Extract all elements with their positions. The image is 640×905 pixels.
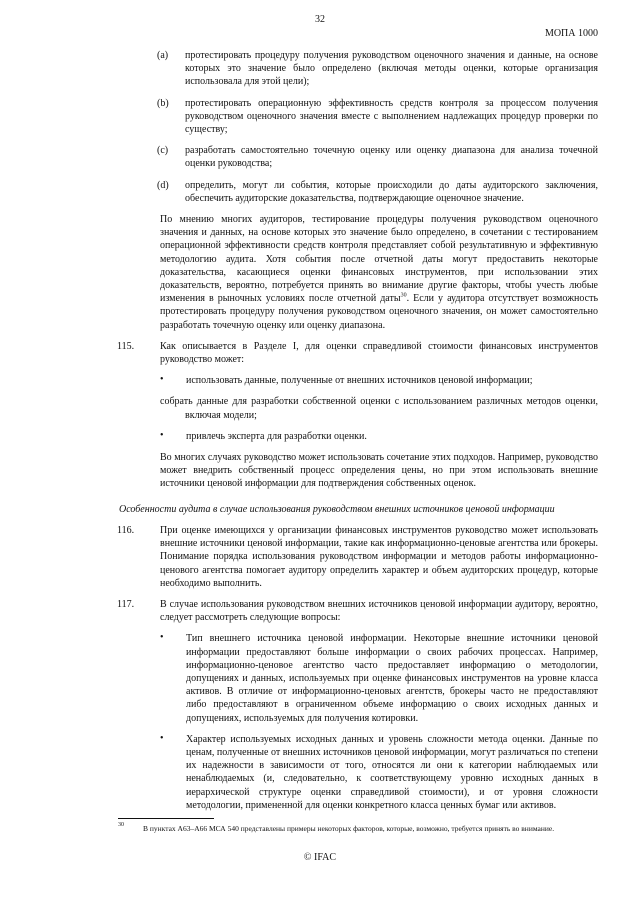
paragraph-115: [0, 340, 640, 366]
footnote-text: В пунктах A63–A66 МСА 540 представлены примеры некоторых факторов, которые, возможно, требуется принять во внимание.: [143, 824, 555, 833]
bullet-item: [0, 733, 640, 812]
page-number: 32: [315, 14, 325, 25]
bullet-text: Тип внешнего источника ценовой информации. Некоторые внешние источники ценовой информации предоставляют больше информации о своих рабочих процессах. Например, информационно-ценовое агентство часто предоставляет информацию о методологии, допущениях и данных, используемых при оценке финансовых инструментов на уровне класса активов. В отличие от информационно-ценовых агентств, брокеры часто не предоставляют либо предоставляют в ограниченном объеме информацию о своих исходных данных и допущениях, используемых для получения котировки.: [186, 633, 598, 724]
list-label: (a): [157, 50, 169, 61]
bullet-icon: •: [160, 374, 164, 386]
paragraph-number: 116.: [117, 524, 135, 536]
bullet-text: Характер используемых исходных данных и уровень сложности метода оценки. Данные по ценам, полученные от внешних источников ценовой информации, могут различаться по степени их надежности в зависимости от того, относятся ли они к категории наблюдаемых или ненаблюдаемых (и, следовательно, к соответствующему уровню исходных данных в иерархической структуре оценки справедливой стоимости), и от уровня сложности методологии, примененной для оценки конкретного класса ценных бумаг или активов.: [186, 733, 598, 811]
copyright: © IFAC: [303, 852, 337, 863]
page-body: [0, 49, 640, 820]
paragraph-116: [0, 524, 640, 590]
paragraph-text: В случае использования руководством внешних источников ценовой информации аудитору, вероятно, следует рассмотреть следующие вопросы:: [160, 598, 598, 624]
list-item-b: [0, 97, 640, 137]
bullet-icon: •: [160, 429, 164, 441]
paragraph-number: 117.: [117, 598, 135, 610]
bullet-item: [0, 632, 640, 724]
paragraph-number: 115.: [117, 340, 135, 352]
list-item-a: [0, 49, 640, 89]
footnote-reference[interactable]: 30: [400, 292, 407, 299]
list-text: протестировать процедуру получения руководством оценочного значения и данные, на основе которых это значение было определено (включая методы оценки, которые организация использовала для этой цели);: [185, 50, 598, 88]
list-item-c: [0, 144, 640, 170]
paragraph-opinion: [0, 213, 640, 332]
section-heading: Особенности аудита в случае использования руководством внешних источников ценовой информации: [119, 503, 555, 515]
footnote: [118, 824, 602, 833]
list-line: собрать данные для разработки собственной оценки с использованием различных методов оценки, включая модели;: [160, 396, 598, 421]
bullet-text: использовать данные, полученные от внешних источников ценовой информации;: [186, 375, 533, 387]
list-text: разработать самостоятельно точечную оценку или оценку диапазона для анализа точечной оценки руководства;: [185, 145, 598, 170]
paragraph-text: При оценке имеющихся у организации финансовых инструментов руководство может использовать внешние источники ценовой информации, такие как информационно-ценовые агентства или брокеры. Понимание порядка использования руководством информации и методов работы информационно-ценового агентства помогает аудитору определить характер и объем аудиторских процедур, которые необходимо выполнить.: [160, 524, 598, 589]
bullet-item: [0, 374, 640, 387]
bullet-icon: •: [160, 632, 164, 644]
footnote-number: 30: [118, 822, 124, 828]
paragraph-text: Как описывается в Разделе I, для оценки справедливой стоимости финансовых инструментов руководство может:: [160, 340, 598, 366]
bullet-item: [0, 430, 640, 443]
paragraph-conclusion: Во многих случаях руководство может использовать сочетание этих подходов. Например, руководство может внедрить собственный процесс определения цены, но при этом использовать внешние источники ценовой информации для подтверждения собственных оценок.: [160, 452, 598, 490]
list-label: (b): [157, 97, 169, 109]
footnote-divider: [118, 818, 214, 819]
bullet-icon: •: [160, 732, 164, 744]
document-id: МОПА 1000: [544, 28, 598, 39]
list-label: (c): [157, 145, 169, 157]
list-text: определить, могут ли события, которые происходили до даты аудиторского заключения, обеспечить аудиторские доказательства, подтверждающие оценочное значение.: [185, 179, 598, 204]
bullet-text: привлечь эксперта для разработки оценки.: [186, 430, 367, 442]
list-item-d: [0, 179, 640, 205]
paragraph-text: По мнению многих аудиторов, тестирование процедуры получения руководством оценочного значения и данных, на основе которых это значение было определено, в сочетании с тестированием операционной эффективности средств контроля представляет собой результативную и эффективную методологию аудита. Хотя события после отчетной даты могут предоставить некоторые доказательства, касающиеся оценки финансовых инструментов, при использовании этих доказательств, вероятно, потребуется принять во внимание другие факторы, чтобы учесть любые изменения в рыночных условиях после отчетной даты: [160, 214, 598, 305]
paragraph-117: [0, 598, 640, 624]
paragraph-text: . Если у аудитора отсутствует возможность протестировать процедуру получения руководством оценочного значения, он может самостоятельно разработать точечную оценку или оценку диапазона.: [160, 293, 599, 331]
list-text: протестировать операционную эффективность средств контроля за процессом получения руководством оценочного значения вместе с выполнением надлежащих процедур проверки по существу;: [185, 97, 598, 136]
list-label: (d): [157, 179, 169, 191]
